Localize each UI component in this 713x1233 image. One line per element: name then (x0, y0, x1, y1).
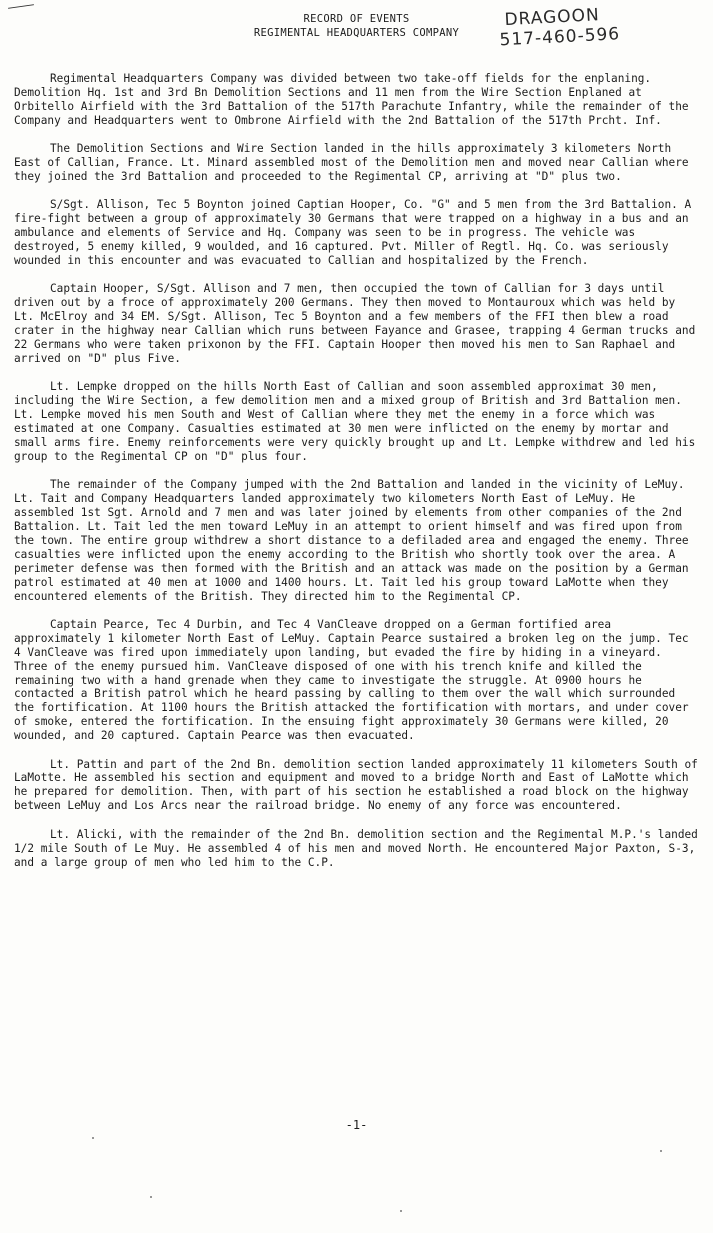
corner-mark (8, 4, 34, 9)
paragraph-text: Captain Hooper, S/Sgt. Allison and 7 men, then occupied the town of Callian for 3 days until driven out by a froce of approximately 200 Germans. They then moved to Montauroux which was held by Lt. McElroy and 34 EM. S/Sgt. Allison, Tec 5 Boynton and a few members of the FFI then blew a road crater in the highway near Callian which runs between Fayance and Grasee, trapping 4 German trucks and 22 Germans who were taken prixonon by the FFI. Captain Hooper then moved his men to San Raphael and arrived on "D" plus Five. (14, 282, 696, 365)
paragraph-9 (14, 828, 698, 870)
header-title-line2: REGIMENTAL HEADQUARTERS COMPANY (253, 27, 460, 39)
paragraph-6 (14, 478, 698, 603)
handwritten-annotation (498, 2, 670, 51)
scan-speck (92, 1137, 94, 1139)
paragraph-text: The remainder of the Company jumped with the 2nd Battalion and landed in the vicinity of LeMuy. Lt. Tait and Company Headquarters landed approximately two kilometers North East of LeMuy. He assembled 1st Sgt. Arnold and 7 men and was later joined by elements from other companies of the 2nd Battalion. Lt. Tait led the men toward LeMuy in an attempt to orient himself and was fired upon from the town. The entire group withdrew a short distance to a defiladed area and engaged the enemy. Three casualties were inflicted upon the enemy according to the British who shortly took over the area. A perimeter defense was then formed with the British and an attack was made on the position by a German patrol estimated at 40 men at 1000 and 1400 hours. Lt. Tait led his group toward LaMotte when they encountered elements of the British. They directed him to the Regimental CP. (14, 478, 689, 603)
paragraph-2 (14, 142, 698, 184)
paragraph-1 (14, 72, 698, 128)
scan-speck (660, 1150, 662, 1152)
paragraph-text: The Demolition Sections and Wire Section landed in the hills approximately 3 kilometers North East of Callian, France. Lt. Minard assembled most of the Demolition men and moved near Callian where they joined the 3rd Battalion and proceeded to the Regimental CP, arriving at "D" plus two. (14, 142, 689, 183)
header-title-line1: RECORD OF EVENTS (303, 13, 410, 25)
paragraph-5 (14, 380, 698, 463)
paragraph-4 (14, 282, 698, 365)
document-body (14, 72, 698, 884)
handwritten-line2: 517-460-596 (499, 24, 621, 51)
paragraph-8 (14, 758, 698, 814)
paragraph-3 (14, 198, 698, 268)
paragraph-text: Lt. Alicki, with the remainder of the 2nd Bn. demolition section and the Regimental M.P.'s landed 1/2 mile South of Le Muy. He assembled 4 of his men and moved North. He encountered Major Paxton, S-3, and a large group of men who led him to the C.P. (14, 827, 698, 869)
handwritten-line1: DRAGOON (504, 5, 601, 31)
paragraph-text: Lt. Lempke dropped on the hills North East of Callian and soon assembled approximat 30 men, including the Wire Section, a few demolition men and a mixed group of British and 3rd Battalion men. Lt. Lempke moved his men South and West of Callian where they met the enemy in a force which was estimated at one Company. Casualties estimated at 30 men were inflicted on the enemy by mortar and small arms fire. Enemy reinforcements were very quickly brought up and Lt. Lempke withdrew and led his group to the Regimental CP on "D" plus four. (14, 380, 696, 463)
paragraph-text: Regimental Headquarters Company was divided between two take-off fields for the enplaning. Demolition Hq. 1st and 3rd Bn Demolition Sections and 11 men from the Wire Section Enplaned at Orbitello Airfield with the 3rd Battalion of the 517th Parachute Infantry, while the remainder of the Company and Headquarters went to Ombrone Airfield with the 2nd Battalion of the 517th Prcht. Inf. (14, 72, 689, 127)
scan-speck (150, 1196, 152, 1198)
paragraph-text: Captain Pearce, Tec 4 Durbin, and Tec 4 VanCleave dropped on a German fortified area approximately 1 kilometer North East of LeMuy. Captain Pearce sustaired a broken leg on the jump. Tec 4 VanCleave was fired upon immediately upon landing, but evaded the fire by hiding in a vineyard. Three of the enemy pursued him. VanCleave disposed of one with his trench knife and killed the remaining two with a hand grenade when they came to investigate the struggle. At 0900 hours he contacted a British patrol which he heard passing by calling to them over the wall which surrounded the fortification. At 1100 hours the British attacked the fortification with mortars, and under cover of smoke, entered the fortification. In the ensuing fight approximately 30 Germans were killed, 20 wounded, and 20 captured. Captain Pearce was then evacuated. (14, 617, 689, 743)
paragraph-7 (14, 618, 698, 743)
paragraph-text: Lt. Pattin and part of the 2nd Bn. demolition section landed approximately 11 kilometers South of LaMotte. He assembled his section and equipment and moved to a bridge North and East of LaMotte which he prepared for demolition. Then, with part of his section he established a road block on the highway between LeMuy and Los Arcs near the railroad bridge. No enemy of any force was encountered. (14, 757, 698, 813)
page-number: -1- (345, 1118, 368, 1132)
paragraph-text: S/Sgt. Allison, Tec 5 Boynton joined Captian Hooper, Co. "G" and 5 men from the 3rd Battalion. A fire-fight between a group of approximately 30 Germans that were trapped on a highway in a bus and an ambulance and elements of Service and Hq. Company was seen to be in progress. The vehicle was destroyed, 5 enemy killed, 9 woulded, and 16 captured. Pvt. Miller of Regtl. Hq. Co. was seriously wounded in this encounter and was evacuated to Callian and hospitalized by the French. (14, 198, 692, 267)
scan-speck (400, 1210, 402, 1212)
